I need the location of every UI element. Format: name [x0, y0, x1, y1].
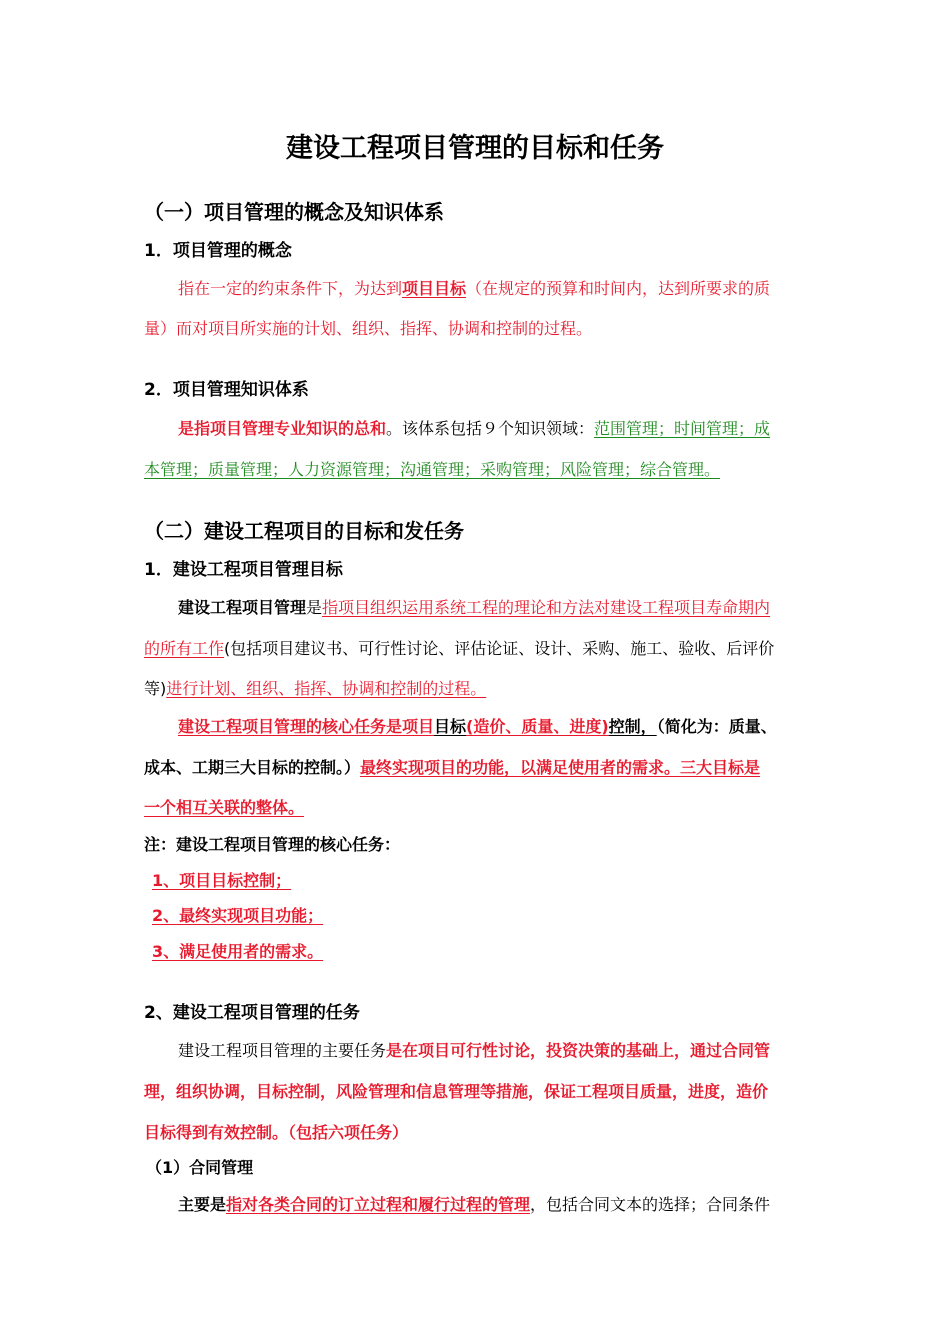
paragraph-line: [178, 716, 777, 738]
text-run: 控制，: [608, 717, 657, 736]
text-run: ，包括合同文本的选择；合同条件: [530, 1195, 771, 1214]
text-run: 指对各类合同的订立过程和履行过程的管理: [226, 1195, 531, 1214]
section-1-2-heading: 2．项目管理知识体系: [144, 380, 309, 400]
text-run: 的所有工作: [144, 639, 225, 658]
paragraph-line: [144, 678, 486, 700]
text-run: 进行计划、组织、指挥、协调和控制的过程。: [166, 679, 487, 698]
text-run: 主要是: [178, 1195, 227, 1214]
paragraph-line: [178, 597, 770, 619]
text-run: 指在一定的约束条件下，为达到: [178, 279, 403, 298]
document-title: 建设工程项目管理的目标和任务: [286, 133, 664, 164]
paragraph-line: [178, 278, 770, 300]
text-run: 是在项目可行性讨论，投资决策的基础上，通过合同管: [386, 1041, 771, 1060]
section-1-heading: （一）项目管理的概念及知识体系: [144, 200, 444, 224]
text-run: 目标: [434, 717, 467, 736]
section-2-heading: （二）建设工程项目的目标和发任务: [144, 519, 464, 543]
text-run: 是: [306, 598, 323, 617]
section-2-1-heading: 1．建设工程项目管理目标: [144, 560, 343, 580]
text-run: （在规定的预算和时间内，达到所要求的质: [466, 279, 771, 298]
text-run: 是指项目管理专业知识的总和: [178, 419, 387, 438]
text-run: 建设工程项目管理的核心任务是项目: [178, 717, 435, 736]
list-item: 1、项目目标控制；: [152, 871, 292, 890]
paragraph-line: 理，组织协调，目标控制，风险管理和信息管理等措施，保证工程项目质量，进度，造价: [144, 1082, 769, 1101]
paragraph-line: 目标得到有效控制。（包括六项任务）: [144, 1123, 409, 1142]
paragraph-line: 量）而对项目所实施的计划、组织、指挥、协调和控制的过程。: [144, 319, 593, 338]
paragraph-line: [178, 418, 770, 440]
paragraph-line: [178, 1040, 770, 1062]
text-run: 等): [144, 679, 167, 698]
text-run: 建设工程项目管理: [178, 598, 307, 617]
text-run: (包括项目建议书、可行性讨论、评估论证、设计、采购、施工、验收、后评价: [224, 639, 775, 658]
note-line: 注：建设工程项目管理的核心任务：: [144, 835, 401, 854]
list-item: （1）合同管理: [146, 1158, 254, 1177]
paragraph-line: [144, 638, 774, 660]
text-run: 成本、工期三大目标的控制。）: [144, 758, 361, 777]
text-run: 范围管理；时间管理；成: [594, 419, 771, 438]
text-run: 建设工程项目管理的主要任务: [178, 1041, 387, 1060]
text-run: (造价、质量、进度): [466, 717, 609, 736]
paragraph-line: 本管理；质量管理；人力资源管理；沟通管理；采购管理；风险管理；综合管理。: [144, 460, 721, 479]
paragraph-line: 一个相互关联的整体。: [144, 798, 305, 817]
text-run: 。该体系包括９个知识领域：: [386, 419, 595, 438]
text-run: （简化为：质量、: [656, 717, 777, 736]
section-2-2-heading: 2、建设工程项目管理的任务: [144, 1003, 360, 1023]
text-run: 项目目标: [402, 279, 467, 298]
text-run: 最终实现项目的功能，以满足使用者的需求。三大目标是: [360, 758, 761, 777]
paragraph-line: [178, 1194, 770, 1216]
text-run: 指项目组织运用系统工程的理论和方法对建设工程项目寿命期内: [322, 598, 771, 617]
list-item: 2、最终实现项目功能；: [152, 906, 324, 925]
paragraph-line: [144, 757, 760, 779]
list-item: 3、满足使用者的需求。: [152, 942, 324, 961]
section-1-1-heading: 1．项目管理的概念: [144, 241, 292, 261]
